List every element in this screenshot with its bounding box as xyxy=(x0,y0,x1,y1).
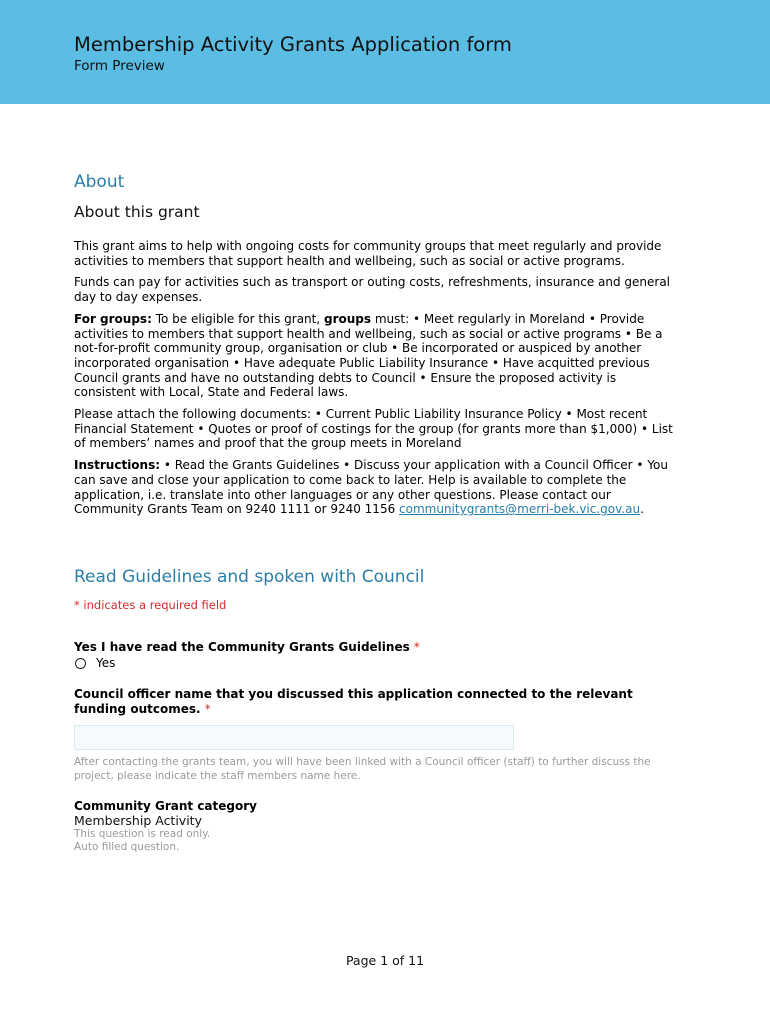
radio-button[interactable] xyxy=(75,658,86,669)
required-star: * xyxy=(204,702,211,717)
guidelines-section xyxy=(74,566,679,855)
documents-paragraph: Please attach the following documents: • Current Public Liability Insurance Policy • Most recent Financial Statement • Quotes or proof of costings for the group (for grants more than $1,000) • List of members’ names and proof that the group meets in Moreland xyxy=(74,407,673,451)
eligibility-paragraph xyxy=(74,312,679,400)
question-label: Community Grant category xyxy=(74,798,257,813)
question-grant-category xyxy=(74,799,679,855)
read-only-note: This question is read only. xyxy=(74,828,211,841)
question-council-officer xyxy=(74,687,679,782)
email-suffix: . xyxy=(640,502,644,517)
page-indicator: Page 1 of 11 xyxy=(345,953,425,968)
question-label xyxy=(74,640,679,655)
groups-text-1: To be eligible for this grant, xyxy=(151,311,324,326)
email-link[interactable]: communitygrants@merri-bek.vic.gov.au xyxy=(399,502,641,517)
council-officer-name-input[interactable] xyxy=(74,725,514,750)
question-label-text: Yes I have read the Community Grants Guidelines xyxy=(74,639,410,654)
instructions-paragraph xyxy=(74,458,679,517)
auto-filled-note: Auto filled question. xyxy=(74,841,180,854)
funding-description: Funds can pay for activities such as transport or outing costs, refreshments, insurance and general day to day expenses. xyxy=(74,275,671,305)
groups-word: groups xyxy=(324,311,372,326)
radio-option-label: Yes xyxy=(96,655,116,670)
required-star: * xyxy=(413,639,420,654)
section-heading-about: About xyxy=(74,172,125,192)
form-subtitle: Form Preview xyxy=(74,58,165,74)
form-title: Membership Activity Grants Application form xyxy=(74,33,512,56)
section-heading-guidelines: Read Guidelines and spoken with Council xyxy=(74,566,425,587)
question-label-text: Council officer name that you discussed this application connected to the relevant funding outcomes. xyxy=(74,687,633,717)
council-officer-help-text: After contacting the grants team, you will have been linked with a Council officer (staff) to further discuss the project, please indicate the staff members name here. xyxy=(74,755,651,782)
question-label xyxy=(74,687,679,716)
radio-option-yes[interactable] xyxy=(74,656,679,671)
question-read-guidelines xyxy=(74,640,679,670)
grant-description: This grant aims to help with ongoing costs for community groups that meet regularly and provide activities to members that support health and wellbeing, such as social or active programs. xyxy=(74,239,662,268)
required-field-note: * indicates a required field xyxy=(74,597,227,612)
grant-heading: About this grant xyxy=(74,203,200,221)
form-header xyxy=(0,0,770,104)
instructions-text: • Read the Grants Guidelines • Discuss your application with a Council Officer • You can save and close your application to come back to later. Help is available to complete the application, i.e. translate into other languages or any other questions. Please contact our Community Grants Team on 9240 1111 or 9240 1156 xyxy=(74,458,669,517)
form-content xyxy=(74,171,679,854)
grant-category-value: Membership Activity xyxy=(74,813,202,829)
groups-label: For groups: xyxy=(74,311,152,326)
groups-text-2: must: • Meet regularly in Moreland • Provide activities to members that support health and wellbeing, such as social or active programs • Be a not-for-profit community group, organisation or club • Be incorporated or auspiced by another incorporated organisation • Have adequate Public Liability Insurance • Have acquitted previous Council grants and have no outstanding debts to Council • Ensure the proposed activity is consistent with Local, State and Federal laws. xyxy=(74,311,663,400)
instructions-label: Instructions: xyxy=(74,458,161,473)
